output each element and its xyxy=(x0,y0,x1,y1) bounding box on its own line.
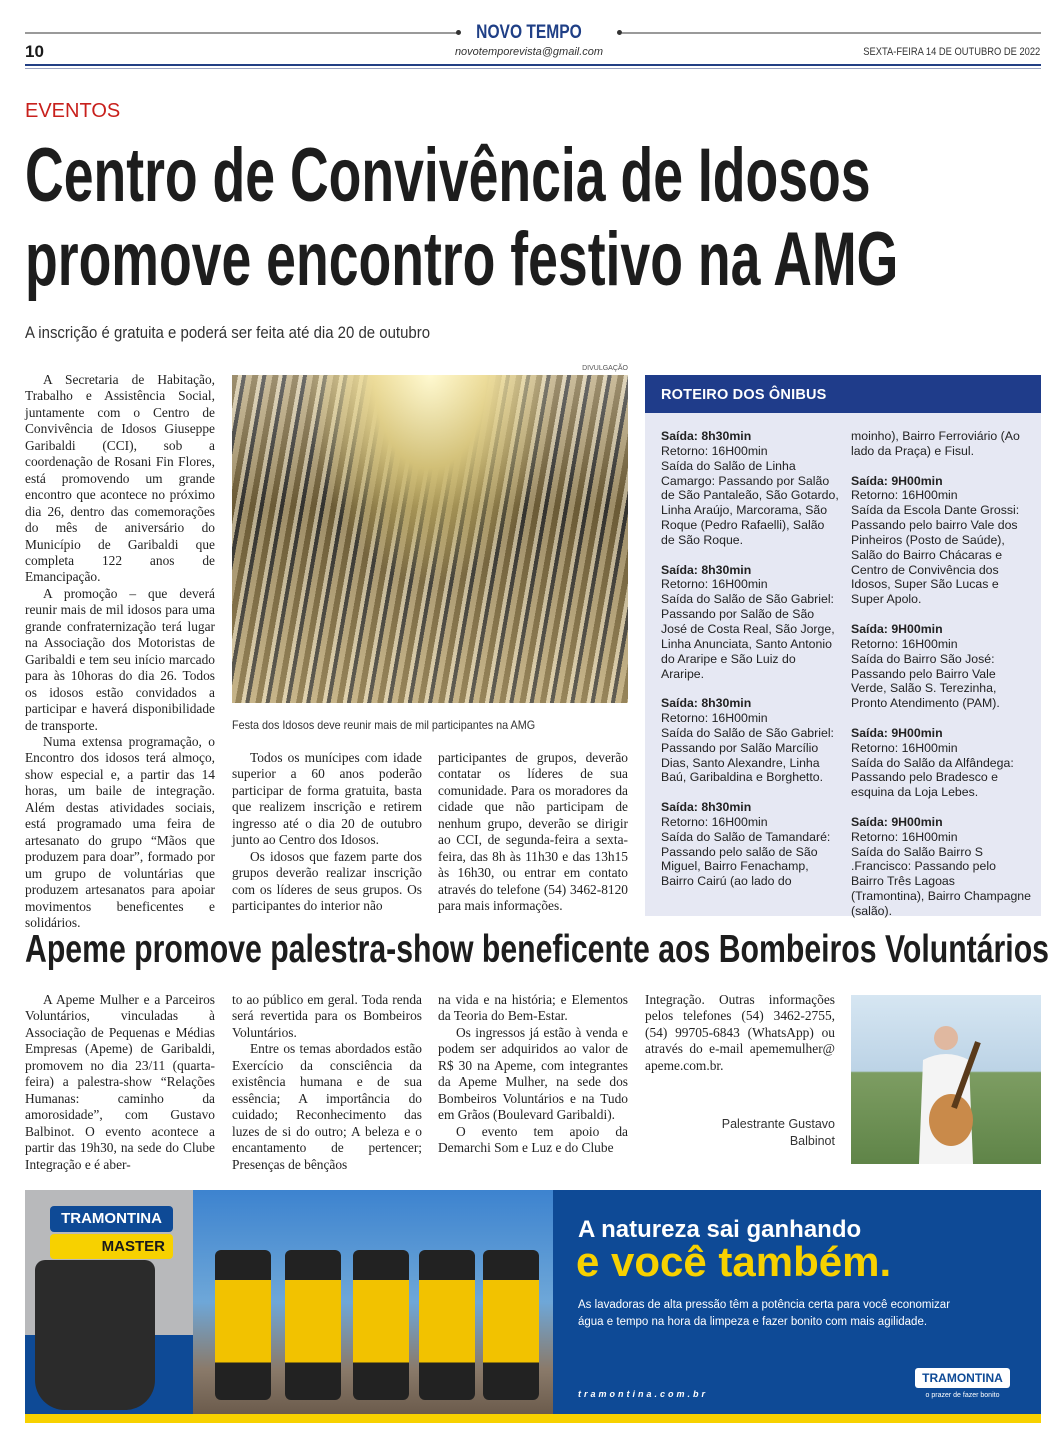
paragraph: na vida e na história; e Elementos da Teoria do Bem-Estar. xyxy=(438,992,628,1024)
tramontina-ad[interactable] xyxy=(25,1190,1041,1423)
article2-column-1 xyxy=(25,992,215,1173)
washer-image xyxy=(419,1250,475,1400)
headline-line-2: promove encontro festivo na AMG xyxy=(25,217,899,302)
bus-stop-entry xyxy=(661,563,841,682)
header-double-rule xyxy=(25,64,1041,69)
article1-column-1 xyxy=(25,372,215,931)
paragraph: Numa extensa programação, o Encontro dos idosos terá almoço, show especial e, a partir das 14 horas, um baile de integração. Além destas atividades sociais, está programado uma feira de artesanato do grupo “Mãos que produzem para doar”, formado por um grupo de voluntárias que produzem artesanatos para apoiar movimentos beneficentes e solidários. xyxy=(25,733,215,930)
section-label: EVENTOS xyxy=(25,100,121,122)
return-time: Retorno: 16H00min xyxy=(661,443,768,458)
washer-image xyxy=(285,1250,341,1400)
ad-yellow-stripe xyxy=(25,1414,1041,1423)
return-time: Retorno: 16H00min xyxy=(851,636,958,651)
washer-image xyxy=(215,1250,271,1400)
return-time: Retorno: 16H00min xyxy=(661,814,768,829)
route: Saída do Bairro São José: Passando pelo Bairro Vale Verde, Salão S. Terezinha, Pronto Atendimento (PAM). xyxy=(851,651,1000,711)
bus-stop-entry xyxy=(851,726,1031,800)
masthead: NOVO TEMPO xyxy=(476,22,582,43)
ad-headline-2: e você também. xyxy=(576,1238,892,1285)
bus-stop-entry xyxy=(661,429,841,548)
ad-brand-badge: TRAMONTINA xyxy=(50,1206,173,1232)
bus-column-right xyxy=(851,429,1031,934)
event-hall-photo xyxy=(232,375,628,703)
route: Saída do Salão da Alfândega: Passando pelo Bradesco e esquina da Loja Lebes. xyxy=(851,755,1014,800)
photo-credit: DIVULGAÇÃO xyxy=(582,365,628,372)
route: Saída do Salão de São Gabriel: Passando por Salão de São José de Costa Real, São Jorge, Linha Anunciata, Santo Antonio do Araripe e São Luiz do Araripe. xyxy=(661,592,835,681)
pressure-washers-photo xyxy=(193,1190,553,1414)
departure-time: Saída: 8h30min xyxy=(661,429,752,443)
route: Saída do Salão Bairro S .Francisco: Passando pelo Bairro Três Lagoas (Tramontina), Bairro Champagne (salão). xyxy=(851,844,1031,918)
guitarist-figure xyxy=(911,1020,981,1164)
bus-column-left xyxy=(661,429,841,904)
paragraph: O evento tem apoio da Demarchi Som e Luz e do Clube xyxy=(438,1123,628,1156)
route: Saída da Escola Dante Grossi: Passando pelo bairro Vale dos Pinheiros (Posto de Saúde), Salão do Bairro Chácaras e Centro de Convivência dos Idosos, Super São Lucas e Super Apolo. xyxy=(851,503,1020,607)
return-time: Retorno: 16H00min xyxy=(661,577,768,592)
return-time: Retorno: 16H00min xyxy=(661,711,768,726)
departure-time: Saída: 8h30min xyxy=(661,562,752,577)
departure-time: Saída: 9H00min xyxy=(851,814,943,829)
paragraph: Integração. Outras informações pelos telefones (54) 3462-2755, (54) 99705-6843 (WhatsApp) ou através do e-mail apememulher@ apeme.com.br. xyxy=(645,992,835,1073)
paragraph: A Secretaria de Habitação, Trabalho e Assistência Social, juntamente com o Centro de Convivência de Idosos Giuseppe Garibaldi (CCI), sob a coordenação de Rosani Fin Flores, está promovendo um grande encontro que acontece no próximo dia 26, dentro das comemorações do mês de aniversário do Município de Garibaldi que completa 122 anos de Emancipação. xyxy=(25,372,215,585)
article2-column-4 xyxy=(645,992,835,1074)
ad-url[interactable]: tramontina.com.br xyxy=(578,1389,709,1399)
speaker-photo-caption: Palestrante Gustavo Balbinot xyxy=(721,1117,835,1148)
article2-column-3 xyxy=(438,992,628,1157)
tramontina-logo: TRAMONTINA xyxy=(915,1368,1010,1388)
departure-time: Saída: 9H00min xyxy=(851,621,943,636)
departure-time: Saída: 8h30min xyxy=(661,696,752,711)
header-email[interactable]: novotemporevista@gmail.com xyxy=(454,46,604,58)
bus-stop-entry xyxy=(661,696,841,785)
return-time: Retorno: 16H00min xyxy=(851,829,958,844)
subtitle: A inscrição é gratuita e poderá ser feita até dia 20 de outubro xyxy=(25,323,431,342)
photo-caption: Festa dos Idosos deve reunir mais de mil participantes na AMG xyxy=(232,718,536,732)
master-washer-image xyxy=(35,1260,155,1410)
ad-body-line: água e tempo na hora da limpeza e fazer bonito com mais agilidade. xyxy=(578,1316,928,1328)
ad-headline-1: A natureza sai ganhando xyxy=(578,1216,862,1243)
departure-time: Saída: 9H00min xyxy=(851,725,943,740)
departure-time: Saída: 9H00min xyxy=(851,473,943,488)
article1-column-2 xyxy=(232,750,422,915)
washer-image xyxy=(353,1250,409,1400)
paragraph: A Apeme Mulher e a Parceiros Voluntários, vinculadas à Associação de Pequenas e Médias Empresas (Apeme) de Garibaldi, promovem no dia 23/11 (quarta-feira) a palestra-show “Relações Humanas: caminho da amorosidade”, com Gustavo Balbinot. O evento acontece a partir das 19h30, na sede do Clube Integração e é aber- xyxy=(25,992,215,1172)
bus-stop-entry xyxy=(851,474,1031,608)
ad-body xyxy=(578,1297,950,1331)
paragraph: Os ingressos já estão à venda e podem ser adquiridos ao valor de R$ 30 na Apeme, com integrantes da Apeme Mulher, na sede dos Bombeiros Voluntários e na Tudo em Grãos (Boulevard Garibaldi). xyxy=(438,1024,628,1123)
ad-body-line: As lavadoras de alta pressão têm a potência certa para você economizar xyxy=(578,1299,951,1311)
bus-box-title: ROTEIRO DOS ÔNIBUS xyxy=(645,375,1041,413)
route: Saída do Salão de Tamandaré: Passando pelo salão de São Miguel, Bairro Fenachamp, Bairro Cairú (ao lado do xyxy=(661,829,831,889)
departure-time: Saída: 8h30min xyxy=(661,800,752,815)
route: Saída do Salão de São Gabriel: Passando por Salão Marcílio Dias, Santo Alexandre, Linha Baú, Garibaldina e Borghetto. xyxy=(661,725,834,785)
issue-date: SEXTA-FEIRA 14 DE OUTUBRO DE 2022 xyxy=(862,46,1040,58)
bus-stop-entry xyxy=(851,815,1031,919)
paragraph: A promoção – que deverá reunir mais de mil idosos para uma grande confraternização terá lugar na Associação dos Motoristas de Garibaldi e tem seu início marcado para às 10horas do dia 26. Todos os idosos estão convidados a participar e haverá disponibilidade de transporte. xyxy=(25,585,215,733)
route-continuation: moinho), Bairro Ferroviário (Ao lado da Praça) e Fisul. xyxy=(851,429,1020,458)
headline-line-1: Centro de Convivência de Idosos xyxy=(25,133,871,218)
return-time: Retorno: 16H00min xyxy=(851,488,958,503)
bus-schedule-box xyxy=(645,375,1041,916)
return-time: Retorno: 16H00min xyxy=(851,740,958,755)
paragraph: Todos os munícipes com idade superior a 60 anos poderão participar de forma gratuita, basta que realizem inscrição e retirem ingresso até o dia 20 de outubro junto ao Centro dos Idosos. xyxy=(232,750,422,848)
speaker-photo xyxy=(851,995,1041,1164)
ad-line-badge: MASTER xyxy=(50,1234,173,1259)
paragraph: Entre os temas abordados estão Exercício da consciência da existência humana e de sua essência; A importância do cuidado; Reconhecimento das luzes de si do outro; A beleza e o encantamento de pertencer; Presenças de bênçãos xyxy=(232,1041,422,1172)
paragraph: participantes de grupos, deverão contatar os líderes de sua comunidade. Para os moradores da cidade que não participam de nenhum grupo, deverão se dirigir ao CCI, de segunda-feira a sexta-feira, das 8h às 11h30 e das 13h15 às 16h30, ou entrar em contato através do telefone (54) 3462-8120 para mais informações. xyxy=(438,750,628,914)
article1-column-3 xyxy=(438,750,628,915)
route: Saída do Salão de Linha Camargo: Passando por Salão de São Pantaleão, São Gotardo, Linha Araújo, Marcorama, São Roque (Pedro Rafaelli), Salão de São Roque. xyxy=(661,458,839,547)
article2-headline: Apeme promove palestra-show beneficente aos Bombeiros Voluntários xyxy=(25,928,1049,971)
ad-tagline: o prazer de fazer bonito xyxy=(925,1392,1000,1399)
bus-stop-entry xyxy=(851,622,1031,711)
bus-stop-entry xyxy=(661,800,841,889)
article2-column-2 xyxy=(232,992,422,1173)
paragraph: Os idosos que fazem parte dos grupos deverão realizar inscrição com os líderes de seus grupos. Os participantes do interior não xyxy=(232,848,422,914)
paragraph: to ao público em geral. Toda renda será revertida para os Bombeiros Voluntários. xyxy=(232,992,422,1040)
washer-image xyxy=(483,1250,539,1400)
page-number: 10 xyxy=(25,42,44,61)
